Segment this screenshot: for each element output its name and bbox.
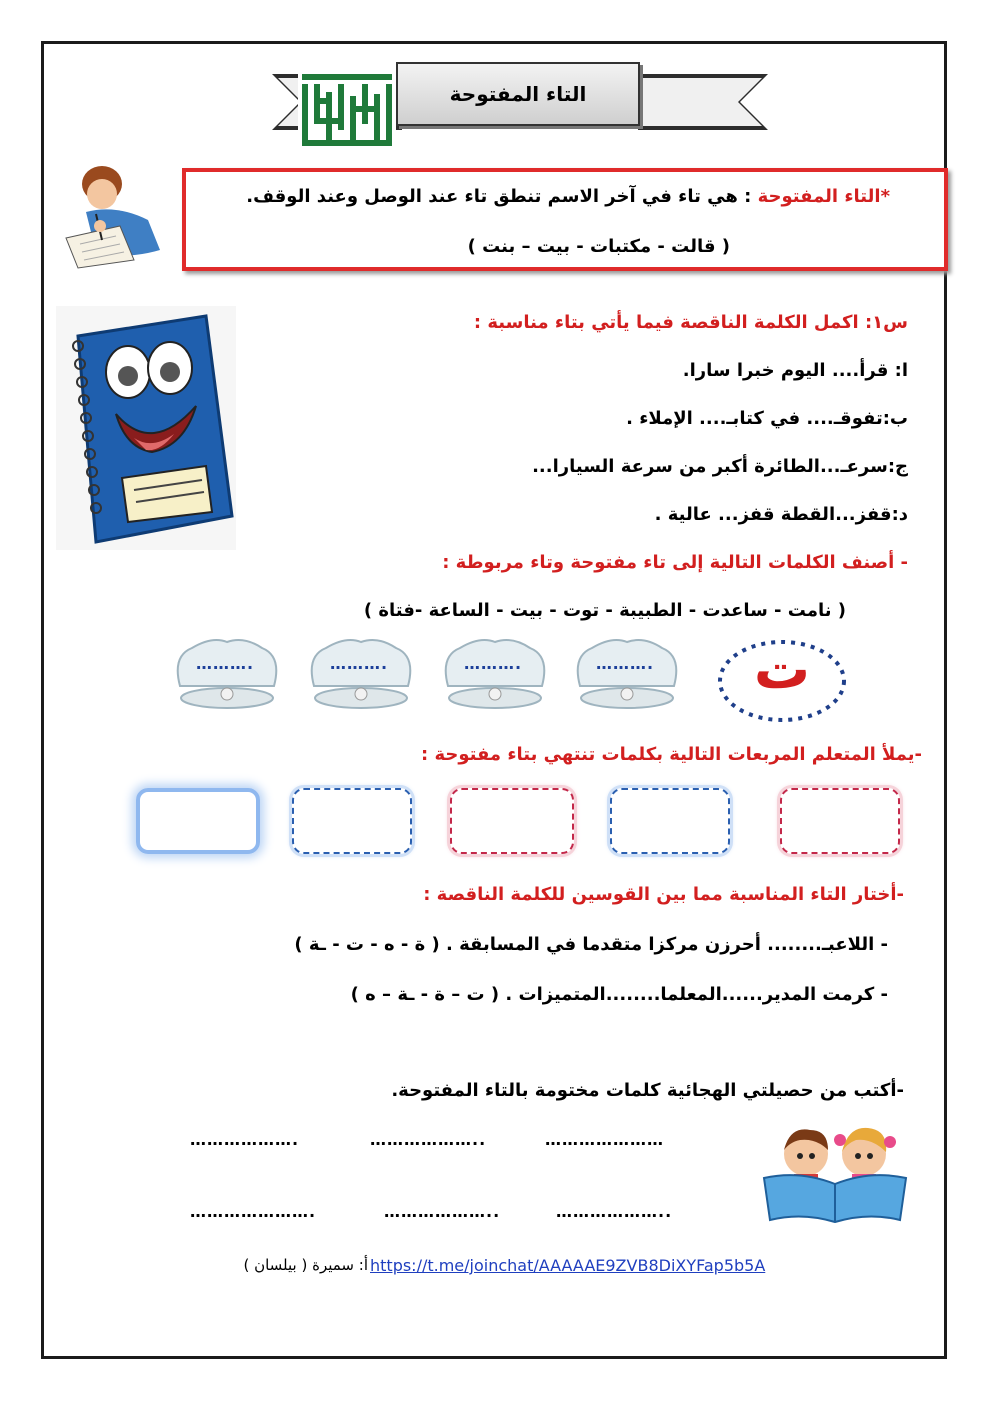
kids-reading-illustration [760,1120,910,1224]
write-line-2a: …………………. [190,1202,317,1221]
q1-item-c: ج:سرعـ...الطائرة أكبر من سرعة السيارا... [532,456,908,477]
answer-box[interactable] [450,788,574,854]
answer-box[interactable] [610,788,730,854]
q2-heading: - أصنف الكلمات التالية إلى تاء مفتوحة وتاء مربوطة : [442,552,908,573]
telegram-link[interactable]: https://t.me/joinchat/AAAAAE9ZVB8DiXYFap5b5A [370,1256,766,1275]
answer-box[interactable] [292,788,412,854]
notebook-mascot-illustration [56,306,236,550]
write-line-2b: ……………….. [384,1202,501,1221]
q4-line-2: - كرمت المدير......المعلما........المتميزات . ( ت – ة - ـة – ه ) [350,984,888,1005]
write-line-1a: ………………. [190,1130,300,1149]
definition-examples: ( قالت - مكتبات - بيت – بنت ) [467,236,730,257]
shell-icon [440,636,550,712]
definition-text: : هي تاء في آخر الاسم تنطق تاء عند الوصل وعند الوقف. [246,186,752,207]
q2-word-list: ( نامت - ساعدت - الطبيبة - توت - بيت - الساعة -فتاة ) [363,600,846,621]
q5-heading: -أكتب من حصيلتي الهجائية كلمات مختومة بالتاء المفتوحة. [391,1080,904,1101]
writing-boy-illustration [56,164,168,270]
shell-placeholder: ………. [330,654,389,673]
write-line-1b: ……………….. [370,1130,487,1149]
shell-placeholder: ………. [196,654,255,673]
write-line-1c: ………………… [545,1130,664,1149]
definition-line [190,186,890,207]
shell-icon [172,636,282,712]
answer-box[interactable] [136,788,260,854]
author-credit: أ: سميرة ( بيلسان ) [243,1256,368,1274]
write-line-2c: ……………….. [556,1202,673,1221]
q1-item-d: د:قفز...القطة قفز... عالية . [654,504,908,525]
definition-term: *التاء المفتوحة [757,186,890,207]
q4-line-1: - اللاعبـ........ أحرزن مركزا متقدما في المسابقة . ( ة - ه - ت - ـة ) [294,934,888,955]
shell-icon [572,636,682,712]
answer-box[interactable] [780,788,900,854]
shell-icon [306,636,416,712]
kufic-calligraphy-logo [298,70,396,150]
q1-item-a: ا: قرأ.... اليوم خبرا سارا. [682,360,908,381]
q3-heading: -يملأ المتعلم المربعات التالية بكلمات تنتهي بتاء مفتوحة : [420,744,922,765]
open-taa-letter: ت [753,637,811,702]
page-title: التاء المفتوحة [396,62,640,126]
q1-heading: س١: اكمل الكلمة الناقصة فيما يأتي بتاء مناسبة : [473,312,908,333]
shell-placeholder: ………. [596,654,655,673]
shell-placeholder: ………. [464,654,523,673]
q4-heading: -أختار التاء المناسبة مما بين القوسين للكلمة الناقصة : [423,884,904,905]
q1-item-b: ب:تفوقـ.... في كتابـ.... الإملاء . [626,408,908,429]
